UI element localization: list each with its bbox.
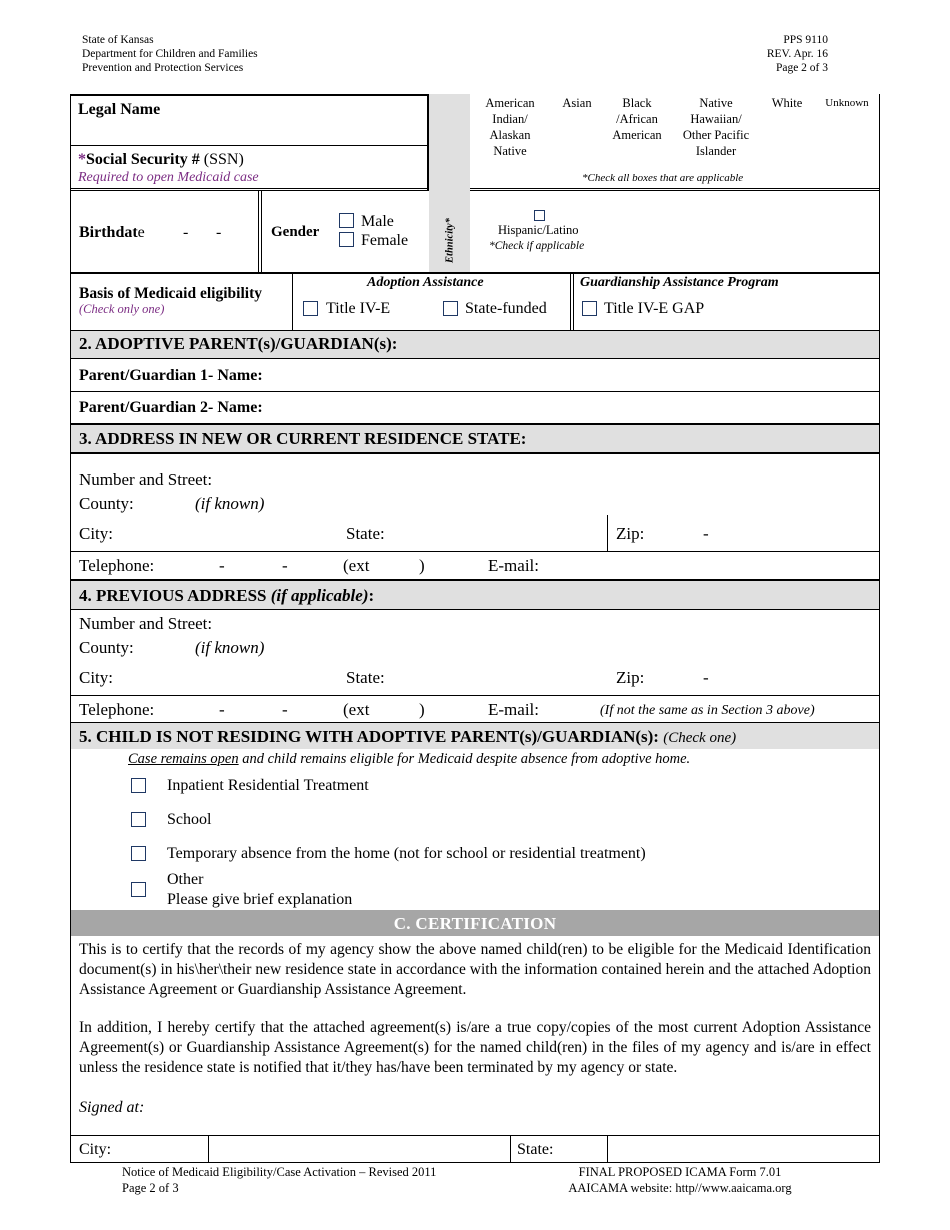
prev-telephone-label: Telephone: <box>79 700 155 719</box>
prev-zip-label: Zip: <box>616 668 645 687</box>
guardianship-heading: Guardianship Assistance Program <box>580 275 779 290</box>
inpatient-checkbox[interactable] <box>131 778 146 793</box>
prev-extension-close: ) <box>419 700 425 719</box>
temporary-absence-checkbox[interactable] <box>131 846 146 861</box>
revision-date: REV. Apr. 16 <box>766 48 828 60</box>
gender-label: Gender <box>271 224 320 240</box>
section-4-heading: 4. PREVIOUS ADDRESS (if applicable): <box>79 586 375 605</box>
agency-header <box>82 33 258 75</box>
section-5-heading: 5. CHILD IS NOT RESIDING WITH ADOPTIVE PARENT(s)/GUARDIAN(s): (Check one) <box>79 727 737 746</box>
state-funded-checkbox[interactable] <box>443 301 458 316</box>
ssn-note: Required to open Medicaid case <box>78 170 259 185</box>
street-label: Number and Street: <box>79 470 213 489</box>
footer-page: Page 2 of 3 <box>122 1181 179 1195</box>
footer-right <box>530 1164 830 1196</box>
temporary-absence-label: Temporary absence from the home (not for school or residential treatment) <box>167 845 646 862</box>
prev-extension-open: (ext <box>343 700 370 719</box>
other-label: Other <box>167 871 204 888</box>
county-label: County: <box>79 494 134 513</box>
footer-left <box>122 1164 436 1196</box>
title-iv-e-gap-checkbox[interactable] <box>582 301 597 316</box>
section-2-heading: 2. ADOPTIVE PARENT(s)/GUARDIAN(s): <box>79 334 398 353</box>
zip-label: Zip: <box>616 524 645 543</box>
prev-county-note: (if known) <box>195 638 265 657</box>
city-label: City: <box>79 524 114 543</box>
birthdate-separator: - <box>183 224 189 241</box>
certification-paragraph-2: In addition, I hereby certify that the attached agreement(s) is/are a true copy/copies of the most current Adoption Assistance Agreement(s) or Guardianship Assistance Agreement(s) for the named child(ren) in the files of my agency and is/are in effect unless the residence state is notified that it/they has/have been terminated by my agency or state. <box>79 1019 871 1076</box>
hispanic-checkbox[interactable] <box>534 210 545 221</box>
prev-telephone-separator: - <box>282 700 288 719</box>
extension-open: (ext <box>343 556 370 575</box>
footer-form-title: Notice of Medicaid Eligibility/Case Activation – Revised 2011 <box>122 1165 437 1179</box>
legal-name-label: Legal Name <box>78 101 161 118</box>
female-checkbox[interactable] <box>339 232 354 247</box>
race-unknown[interactable]: Unknown <box>825 97 869 109</box>
email-label: E-mail: <box>488 556 539 575</box>
title-iv-e-label: Title IV-E <box>326 300 391 317</box>
race-black[interactable]: Black /African American <box>612 96 662 142</box>
other-checkbox[interactable] <box>131 882 146 897</box>
footer-website: AAICAMA website: http//www.aaicama.org <box>568 1181 792 1195</box>
basis-note: (Check only one) <box>79 302 165 316</box>
inpatient-label: Inpatient Residential Treatment <box>167 777 369 794</box>
birthdate-label: Birthdate <box>79 224 145 241</box>
page-indicator: Page 2 of 3 <box>775 62 828 74</box>
race-note: *Check all boxes that are applicable <box>582 172 744 184</box>
male-label: Male <box>361 213 394 230</box>
male-checkbox[interactable] <box>339 213 354 228</box>
title-iv-e-gap-label: Title IV-E GAP <box>604 300 705 317</box>
parent-2-name-label: Parent/Guardian 2- Name: <box>79 399 263 416</box>
prev-city-label: City: <box>79 668 114 687</box>
telephone-label: Telephone: <box>79 556 155 575</box>
adoption-heading: Adoption Assistance <box>367 275 484 290</box>
telephone-separator: - <box>219 556 225 575</box>
ssn-label: *Social Security # (SSN) <box>78 151 244 168</box>
form-id-header <box>700 33 828 75</box>
basis-label: Basis of Medicaid eligibility <box>79 285 262 302</box>
state-label: State: <box>346 524 385 543</box>
prev-zip-separator: - <box>703 668 709 687</box>
header-line: State of Kansas <box>82 34 154 46</box>
signed-state-label: State: <box>517 1141 554 1158</box>
prev-county-label: County: <box>79 638 134 657</box>
school-checkbox[interactable] <box>131 812 146 827</box>
other-note: Please give brief explanation <box>167 891 353 908</box>
county-note: (if known) <box>195 494 265 513</box>
race-white[interactable]: White <box>771 96 803 110</box>
parent-1-name-label: Parent/Guardian 1- Name: <box>79 367 263 384</box>
case-note: Case remains open and child remains eligible for Medicaid despite absence from adoptive home. <box>128 751 691 767</box>
footer-form-number: FINAL PROPOSED ICAMA Form 7.01 <box>578 1165 782 1179</box>
signed-city-label: City: <box>79 1141 112 1158</box>
ethnicity-label: Ethnicity* <box>444 218 456 263</box>
section-3-heading: 3. ADDRESS IN NEW OR CURRENT RESIDENCE STATE: <box>79 429 527 448</box>
state-funded-label: State-funded <box>465 300 547 317</box>
prev-telephone-separator: - <box>219 700 225 719</box>
required-marker: * <box>78 151 86 168</box>
signed-at-label: Signed at: <box>79 1099 145 1116</box>
prev-email-note: (If not the same as in Section 3 above) <box>600 703 815 718</box>
extension-close: ) <box>419 556 425 575</box>
hispanic-label: Hispanic/Latino <box>498 223 579 237</box>
form-number: PPS 9110 <box>783 34 828 46</box>
header-line: Department for Children and Families <box>82 48 258 60</box>
zip-separator: - <box>703 524 709 543</box>
prev-street-label: Number and Street: <box>79 614 213 633</box>
birthdate-separator: - <box>216 224 222 241</box>
header-line: Prevention and Protection Services <box>82 62 244 74</box>
race-american-indian[interactable]: American Indian/ Alaskan Native <box>485 96 535 158</box>
telephone-separator: - <box>282 556 288 575</box>
prev-state-label: State: <box>346 668 385 687</box>
hispanic-note: *Check if applicable <box>489 240 585 252</box>
female-label: Female <box>361 232 409 249</box>
school-label: School <box>167 811 212 828</box>
prev-email-label: E-mail: <box>488 700 539 719</box>
title-iv-e-checkbox[interactable] <box>303 301 318 316</box>
certification-heading: C. CERTIFICATION <box>393 914 557 933</box>
race-asian[interactable]: Asian <box>562 96 592 110</box>
race-native-hawaiian[interactable]: Native Hawaiian/ Other Pacific Islander <box>682 96 750 158</box>
certification-paragraph-1: This is to certify that the records of my agency show the above named child(ren) to be eligible for the Medicaid Identification document(s) in his\her\their new residence state in accordance with the information contained herein and the attached Adoption Assistance Agreement or Guardianship Assistance Agreement. <box>79 941 871 998</box>
